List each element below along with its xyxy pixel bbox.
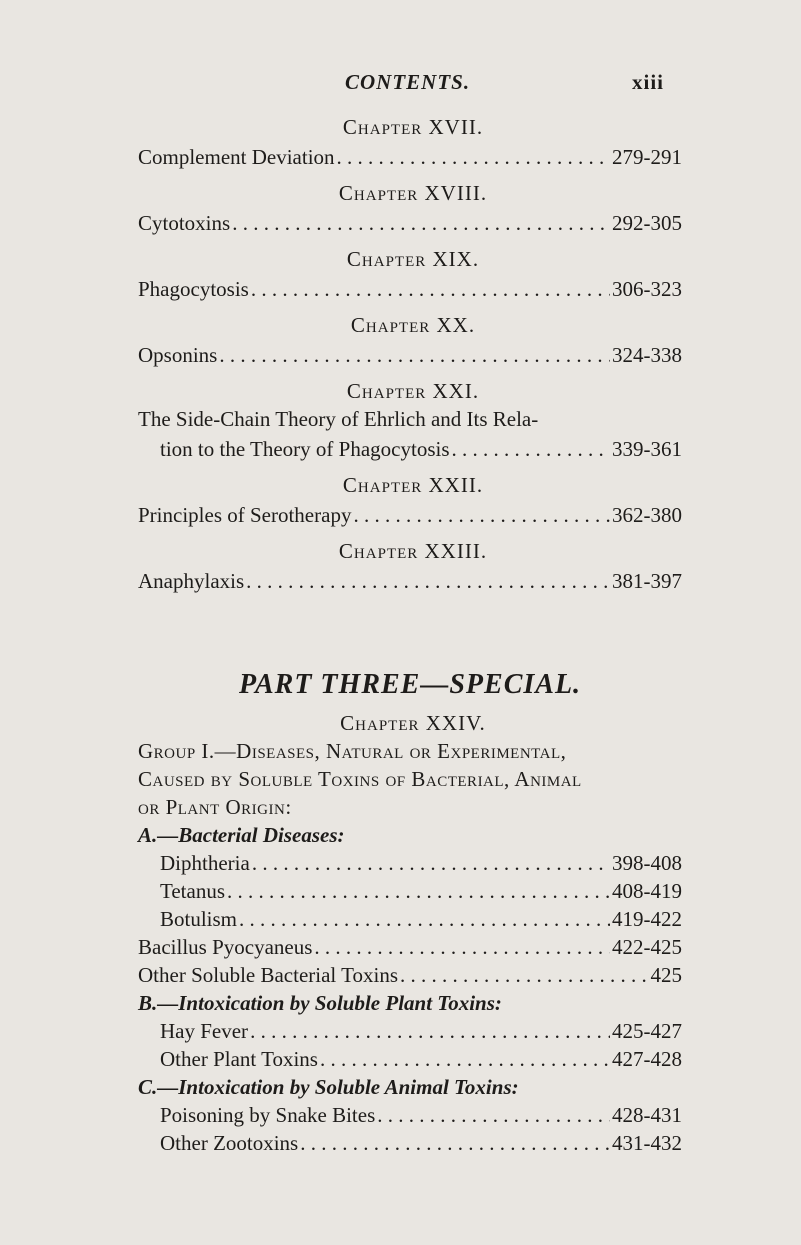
chapter-heading: Chapter XXII. bbox=[342, 473, 484, 497]
entry-pages: 381-397 bbox=[612, 569, 682, 593]
entry-pages: 428-431 bbox=[612, 1103, 682, 1127]
entry-title: tion to the Theory of Phagocytosis bbox=[160, 437, 450, 461]
entry-title: Other Soluble Bacterial Toxins bbox=[138, 963, 399, 987]
toc-entry bbox=[138, 567, 682, 595]
section-subhead: A.—Bacterial Diseases: bbox=[138, 823, 345, 847]
entry-title: Hay Fever bbox=[160, 1019, 249, 1043]
entry-title: Botulism bbox=[160, 907, 238, 931]
leader-dots bbox=[246, 567, 610, 595]
chapter-heading: Chapter XVII. bbox=[342, 115, 484, 139]
leader-dots bbox=[252, 849, 610, 877]
chapter-xxi bbox=[138, 377, 682, 463]
entry-title: Complement Deviation bbox=[138, 145, 335, 169]
chapter-heading: Chapter XIX. bbox=[346, 247, 480, 271]
toc-entry bbox=[138, 961, 682, 989]
chapter-heading: Chapter XXIV. bbox=[340, 711, 486, 735]
chapter-xxiii bbox=[138, 537, 682, 595]
chapter-xvii bbox=[138, 113, 682, 171]
part-heading: PART THREE—SPECIAL. bbox=[238, 669, 582, 700]
toc-entry bbox=[138, 435, 682, 463]
chapter-xix bbox=[138, 245, 682, 303]
entry-pages: 279-291 bbox=[612, 145, 682, 169]
toc-entry bbox=[138, 905, 682, 933]
toc-entry bbox=[138, 877, 682, 905]
leader-dots bbox=[300, 1129, 610, 1157]
entry-title-line: The Side-Chain Theory of Ehrlich and Its Rela- bbox=[138, 407, 539, 431]
entry-title: Cytotoxins bbox=[138, 211, 231, 235]
leader-dots bbox=[251, 275, 610, 303]
chapter-xviii bbox=[138, 179, 682, 237]
leader-dots bbox=[227, 877, 610, 905]
leader-dots bbox=[400, 961, 648, 989]
entry-pages: 425-427 bbox=[612, 1019, 682, 1043]
chapter-heading: Chapter XXI. bbox=[346, 379, 480, 403]
entry-title: Principles of Serotherapy bbox=[138, 503, 352, 527]
group-heading bbox=[138, 737, 682, 821]
toc-entry bbox=[138, 1129, 682, 1157]
toc-entry bbox=[138, 933, 682, 961]
entry-title: Phagocytosis bbox=[138, 277, 249, 301]
entry-pages: 427-428 bbox=[612, 1047, 682, 1071]
toc-entry bbox=[138, 341, 682, 369]
entry-pages: 408-419 bbox=[612, 879, 682, 903]
toc-entry bbox=[138, 1101, 682, 1129]
entry-title: Tetanus bbox=[160, 879, 226, 903]
toc-entry bbox=[138, 209, 682, 237]
entry-title: Poisoning by Snake Bites bbox=[160, 1103, 376, 1127]
entry-pages: 425 bbox=[650, 963, 682, 987]
entry-pages: 419-422 bbox=[612, 907, 682, 931]
toc-entry bbox=[138, 143, 682, 171]
chapter-heading: Chapter XX. bbox=[350, 313, 476, 337]
toc-entry bbox=[138, 275, 682, 303]
leader-dots bbox=[232, 209, 610, 237]
entry-title: Other Plant Toxins bbox=[160, 1047, 318, 1071]
entry-title: Bacillus Pyocyaneus bbox=[138, 935, 313, 959]
entry-title: Anaphylaxis bbox=[138, 569, 245, 593]
entry-pages: 324-338 bbox=[612, 343, 682, 367]
toc-entry bbox=[138, 1017, 682, 1045]
section-subhead: B.—Intoxication by Soluble Plant Toxins: bbox=[138, 991, 502, 1015]
toc-entry bbox=[138, 501, 682, 529]
entry-title: Opsonins bbox=[138, 343, 218, 367]
entry-pages: 362-380 bbox=[612, 503, 682, 527]
leader-dots bbox=[377, 1101, 610, 1129]
leader-dots bbox=[219, 341, 610, 369]
entry-title: Other Zootoxins bbox=[160, 1131, 299, 1155]
running-head bbox=[0, 70, 801, 100]
section-subhead: C.—Intoxication by Soluble Animal Toxins: bbox=[138, 1075, 519, 1099]
leader-dots bbox=[337, 143, 610, 171]
entry-pages: 398-408 bbox=[612, 851, 682, 875]
chapter-xxii bbox=[138, 471, 682, 529]
entry-pages: 431-432 bbox=[612, 1131, 682, 1155]
chapter-xx bbox=[138, 311, 682, 369]
leader-dots bbox=[239, 905, 610, 933]
entry-pages: 422-425 bbox=[612, 935, 682, 959]
page-number: xiii bbox=[632, 70, 665, 94]
group-heading-line: Caused by Soluble Toxins of Bacterial, Animal bbox=[138, 767, 582, 791]
leader-dots bbox=[250, 1017, 610, 1045]
toc-entry bbox=[138, 1045, 682, 1073]
toc-entry bbox=[138, 849, 682, 877]
entry-title: Diphtheria bbox=[160, 851, 250, 875]
table-of-contents bbox=[138, 113, 682, 1157]
leader-dots bbox=[314, 933, 610, 961]
chapter-heading: Chapter XXIII. bbox=[338, 539, 488, 563]
entry-pages: 292-305 bbox=[612, 211, 682, 235]
leader-dots bbox=[353, 501, 610, 529]
leader-dots bbox=[452, 435, 611, 463]
entry-pages: 306-323 bbox=[612, 277, 682, 301]
group-heading-line: Group I.—Diseases, Natural or Experimental, bbox=[138, 739, 567, 763]
running-head-title: CONTENTS. bbox=[345, 70, 471, 94]
group-heading-line: or Plant Origin: bbox=[138, 795, 292, 819]
leader-dots bbox=[320, 1045, 610, 1073]
chapter-heading: Chapter XVIII. bbox=[338, 181, 488, 205]
entry-pages: 339-361 bbox=[612, 437, 682, 461]
